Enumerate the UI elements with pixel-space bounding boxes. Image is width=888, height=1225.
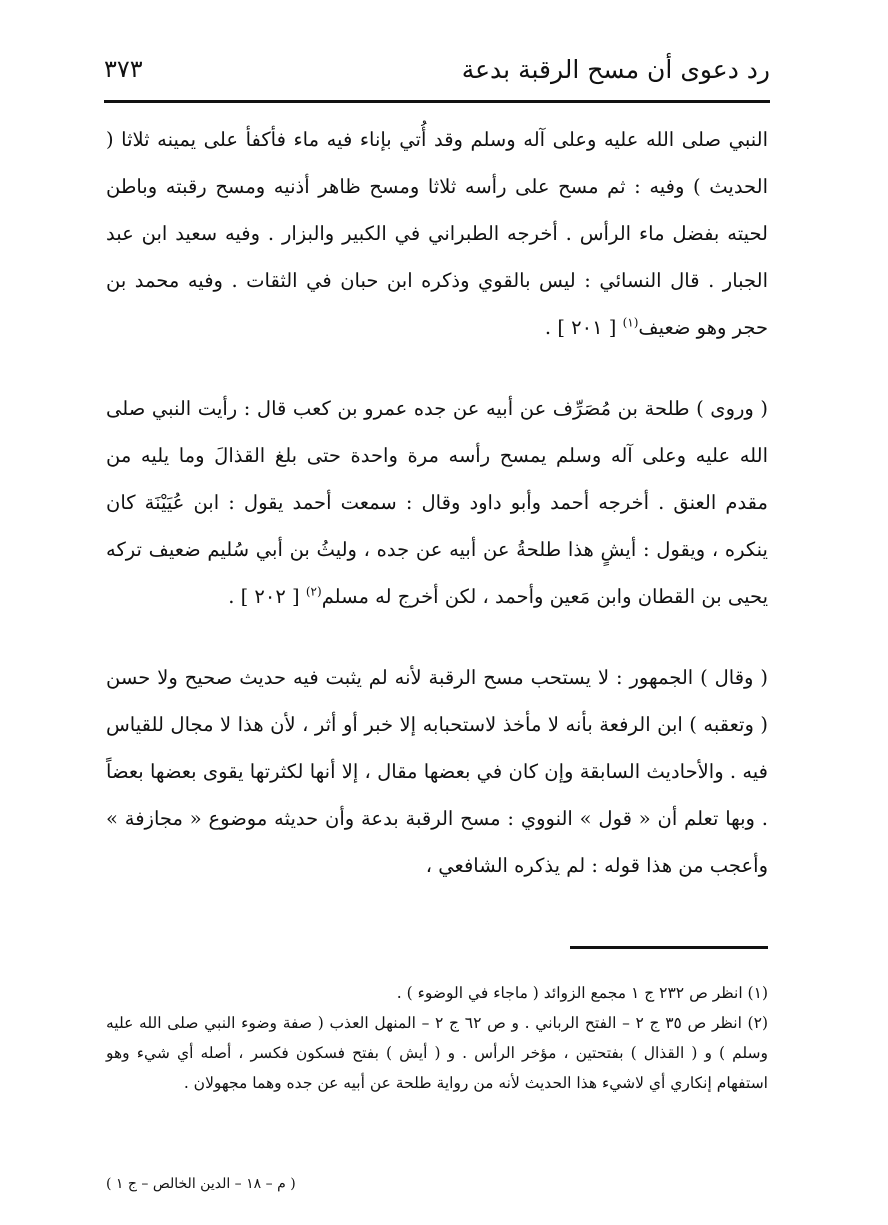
footnote-rule xyxy=(570,946,768,949)
footnote-marker: (٢) xyxy=(305,584,322,599)
footnote: (١) انظر ص ٢٣٢ ج ١ مجمع الزوائد ( ماجاء في الوضوء ) . xyxy=(396,984,768,1002)
paragraph-text: ( وروى ) طلحة بن مُصَرِّف عن أبيه عن جده عمرو بن كعب قال : رأيت النبي صلى الله عليه وعلى آله وسلم يمسح رأسه مرة واحدة حتى بلغ القذالَ وما يليه من مقدم العنق . أخرجه أحمد وأبو داود وقال : سمعت أحمد يقول : ابن عُيَيْنَة كان ينكره ، ويقول : أيشٍ هذا طلحةُ عن أبيه عن جده ، وليثُ بن أبي سُليم ضعيف تركه يحيى بن القطان وابن مَعين وأحمد ، لكن أخرج له مسلم xyxy=(106,397,768,608)
paragraph xyxy=(106,116,768,351)
running-title: رد دعوى أن مسح الرقبة بدعة xyxy=(461,54,770,84)
paragraph xyxy=(106,385,768,620)
hadith-reference: [ ٢٠١ ] . xyxy=(544,316,617,339)
page-number: ٣٧٣ xyxy=(104,55,143,83)
hadith-reference: [ ٢٠٢ ] . xyxy=(228,585,300,608)
paragraph-text: ( وقال ) الجمهور : لا يستحب مسح الرقبة لأنه لم يثبت فيه حديث صحيح ولا حسن ( وتعقبه ) ابن الرفعة بأنه لا مأخذ لاستحبابه إلا خبر أو أثر ، لأن هذا لا مجال للقياس فيه . والأحاديث السابقة وإن كان في بعضها مقال ، إلا أنها لكثرتها يقوى بعضها بعضاً . وبها تعلم أن « قول » النووي : مسح الرقبة بدعة وأن حديثه موضوع « مجازفة » وأعجب من هذا قوله : لم يذكره الشافعي ، xyxy=(106,666,768,877)
footnotes xyxy=(106,978,768,1098)
paragraph xyxy=(106,654,768,889)
footnote-marker: (١) xyxy=(622,315,639,330)
header-rule xyxy=(104,100,770,103)
paragraph-text: النبي صلى الله عليه وعلى آله وسلم وقد أُتي بإناء فيه ماء فأكفأ على يمينه ثلاثا ( الحديث ) وفيه : ثم مسح على رأسه ثلاثا ومسح ظاهر أذنيه ومسح رقبته وباطن لحيته بفضل ماء الرأس . أخرجه الطبراني في الكبير والبزار . وفيه سعيد ابن عبد الجبار . قال النسائي : ليس بالقوي وذكره ابن حبان في الثقات . وفيه محمد بن حجر وهو ضعيف xyxy=(106,128,768,339)
running-header xyxy=(104,44,770,94)
printer-signature: ( م – ١٨ – الدين الخالص – ج ١ ) xyxy=(106,1176,296,1192)
main-text xyxy=(106,116,768,923)
footnote: (٢) انظر ص ٣٥ ج ٢ – الفتح الرباني . و ص ٦٢ ج ٢ – المنهل العذب ( صفة وضوء النبي صلى الله عليه وسلم ) و ( القذال ) بفتحتين ، مؤخر الرأس . و ( أيش ) بفتح فسكون فكسر ، أصله أي شيء وهو استفهام إنكاري أي لاشيء هذا الحديث لأنه من رواية طلحة عن أبيه عن جده وهما مجهولان . xyxy=(106,1014,768,1092)
